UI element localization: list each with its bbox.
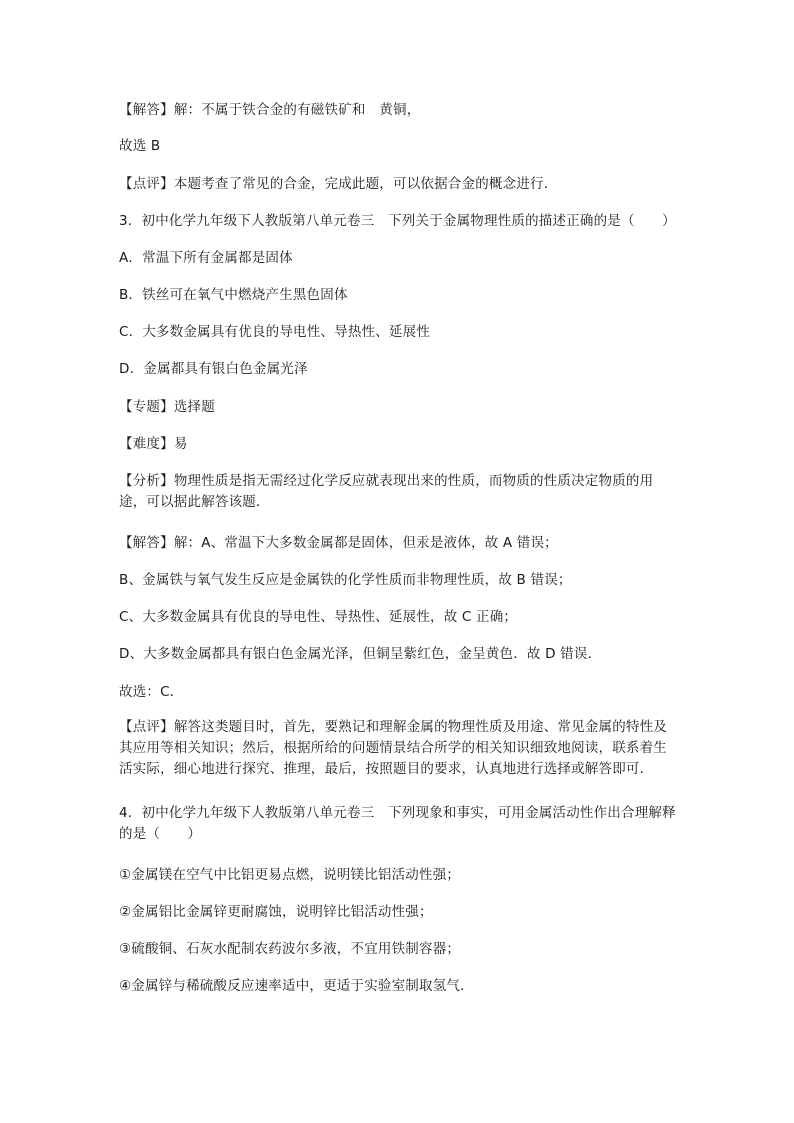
q3-comment-tag: 【点评】 (119, 719, 174, 735)
q3-option-d: D．金属都具有银白色金属光泽 (119, 361, 308, 377)
q2-comment-tag: 【点评】 (119, 176, 174, 192)
q3-answer-line-4: D、大多数金属都具有银白色金属光泽，但铜呈紫红色，金呈黄色．故 D 错误． (119, 646, 602, 662)
q3-stem: 3．初中化学九年级下人教版第八单元卷三 下列关于金属物理性质的描述正确的是（ ） (119, 213, 676, 229)
q3-answer-line-2: B、金属铁与氧气发生反应是金属铁的化学性质而非物理性质，故 B 错误； (119, 572, 572, 588)
q2-comment-text: 本题考查了常见的合金，完成此题，可以依据合金的概念进行． (173, 176, 558, 192)
q4-statement-3: ③硫酸铜、石灰水配制农药波尔多液，不宜用铁制容器； (119, 941, 461, 957)
q2-answer-tag: 【解答】 (119, 102, 174, 118)
q2-answer-text: 解：不属于铁合金的有磁铁矿和 黄铜， (173, 102, 421, 118)
q3-analysis (119, 471, 677, 513)
q4-stem: 4．初中化学九年级下人教版第八单元卷三 下列现象和事实，可用金属活动性作出合理解释的是（ ） (119, 805, 676, 842)
q2-comment (119, 174, 679, 195)
q3-option-a: A．常温下所有金属都是固体 (119, 250, 293, 266)
q3-analysis-tag: 【分析】 (119, 473, 174, 489)
q3-option-b: B．铁丝可在氧气中燃烧产生黑色固体 (119, 287, 348, 303)
q3-comment (119, 717, 677, 780)
q2-answer (119, 100, 679, 121)
q3-answer-tag: 【解答】 (119, 535, 174, 551)
q3-comment-text: 解答这类题目时，首先，要熟记和理解金属的物理性质及用途、常见金属的特性及其应用等相关知识；然后，根据所给的问题情景结合所学的相关知识细致地阅读，联系着生活实际，细心地进行探究、推理，最后，按照题目的要求，认真地进行选择或解答即可． (119, 719, 668, 777)
q3-answer (119, 533, 679, 554)
q3-difficulty-text: 易 (173, 436, 188, 452)
q4-statement-4: ④金属锌与稀硫酸反应速率适中，更适于实验室制取氢气． (119, 978, 474, 994)
q3-difficulty-tag: 【难度】 (119, 436, 174, 452)
q3-option-c: C．大多数金属具有优良的导电性、导热性、延展性 (119, 324, 431, 340)
q3-topic (119, 397, 679, 418)
q2-choice: 故选 B (119, 138, 161, 154)
q3-answer-line-3: C、大多数金属具有优良的导电性、导热性、延展性，故 C 正确； (119, 609, 518, 625)
q3-topic-tag: 【专题】 (119, 399, 174, 415)
q4-statement-2: ②金属铝比金属锌更耐腐蚀，说明锌比铝活动性强； (119, 904, 433, 920)
q4-statement-1: ①金属镁在空气中比铝更易点燃，说明镁比铝活动性强； (119, 867, 461, 883)
q3-topic-text: 选择题 (173, 399, 215, 415)
q3-analysis-text: 物理性质是指无需经过化学反应就表现出来的性质，而物质的性质决定物质的用途，可以据此解答该题． (119, 473, 654, 510)
q3-answer-line-1: 解：A、常温下大多数金属都是固体，但汞是液体，故 A 错误； (173, 535, 558, 551)
q3-choice: 故选：C． (119, 684, 184, 700)
q3-difficulty (119, 434, 679, 455)
